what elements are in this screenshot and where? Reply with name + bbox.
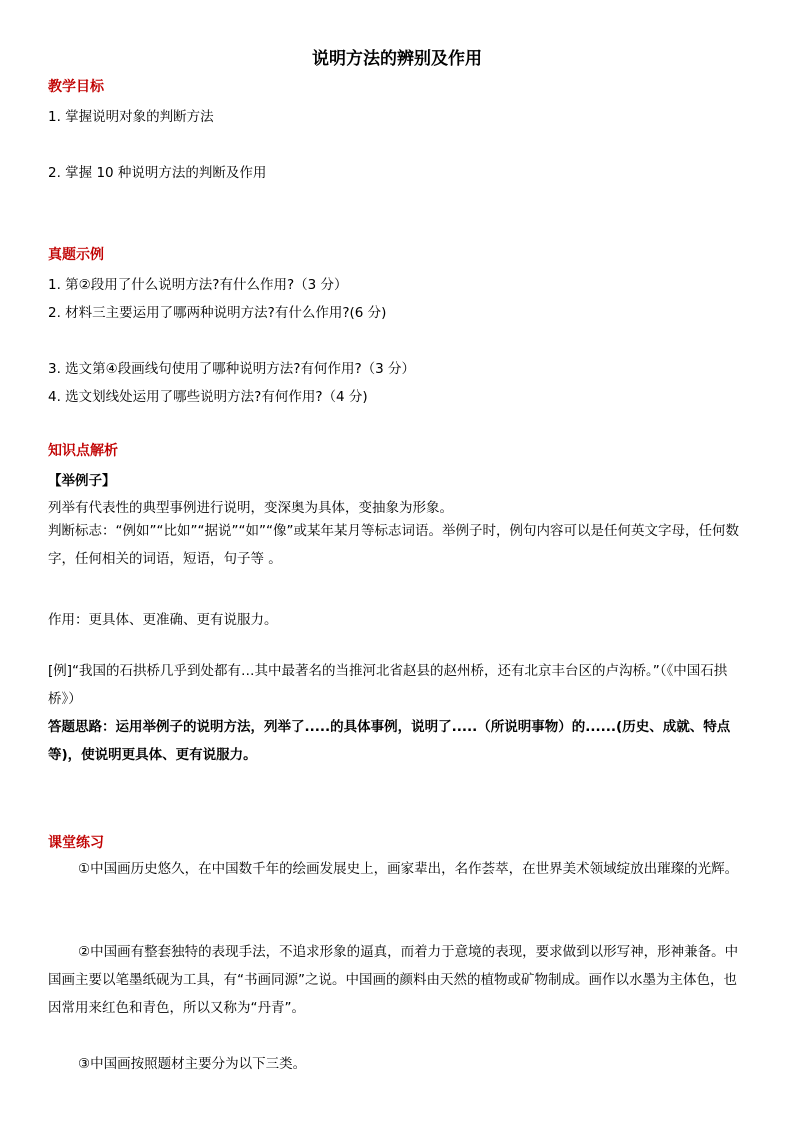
goal-item: 1. 掌握说明对象的判断方法 (48, 109, 214, 125)
method-example: [例]“我国的石拱桥几乎到处都有…其中最著名的当推河北省赵县的赵州桥，还有北京丰台区的卢沟桥。”（《中国石拱桥》） (48, 663, 728, 707)
exam-question: 3. 选文第④段画线句使用了哪种说明方法?有何作用?（3 分） (48, 361, 415, 377)
exam-question: 4. 选文划线处运用了哪些说明方法?有何作用?（4 分) (48, 389, 368, 405)
section-heading-classroom-practice: 课堂练习 (48, 835, 104, 851)
page-title: 说明方法的辨别及作用 (312, 49, 482, 69)
goal-item: 2. 掌握 10 种说明方法的判断及作用 (48, 165, 267, 181)
exam-question: 1. 第②段用了什么说明方法?有什么作用?（3 分） (48, 277, 348, 293)
practice-paragraph: ③中国画按照题材主要分为以下三类。 (78, 1056, 307, 1072)
section-heading-teaching-goals: 教学目标 (48, 79, 104, 95)
practice-paragraph: ②中国画有整套独特的表现手法，不追求形象的逼真，而着力于意境的表现，要求做到以形写神，形神兼备。中国画主要以笔墨纸砚为工具，有“书画同源”之说。中国画的颜料由天然的植物或矿物制成。画作以水墨为主体色，也因常用来红色和青色，所以又称为“丹青”。 (48, 944, 739, 1016)
method-subheading: 【举例子】 (48, 473, 116, 489)
answer-guide: 答题思路：运用举例子的说明方法，列举了.....的具体事例，说明了.....（所说明事物）的......(历史、成就、特点等)，使说明更具体、更有说服力。 (48, 719, 731, 763)
method-definition: 列举有代表性的典型事例进行说明，变深奥为具体，变抽象为形象。 (48, 500, 453, 516)
method-effect: 作用：更具体、更准确、更有说服力。 (48, 612, 278, 628)
method-marker-text: 判断标志：“例如”“比如”“据说”“如”“像”或某年某月等标志词语。举例子时，例句内容可以是任何英文字母，任何数字，任何相关的词语，短语，句子等 。 (48, 523, 739, 567)
practice-paragraph: ①中国画历史悠久，在中国数千年的绘画发展史上，画家辈出，名作荟萃，在世界美术领域绽放出璀璨的光辉。 (78, 861, 739, 877)
section-heading-knowledge-analysis: 知识点解析 (48, 443, 118, 459)
section-heading-exam-examples: 真题示例 (48, 247, 104, 263)
exam-question: 2. 材料三主要运用了哪两种说明方法?有什么作用?(6 分) (48, 305, 387, 321)
